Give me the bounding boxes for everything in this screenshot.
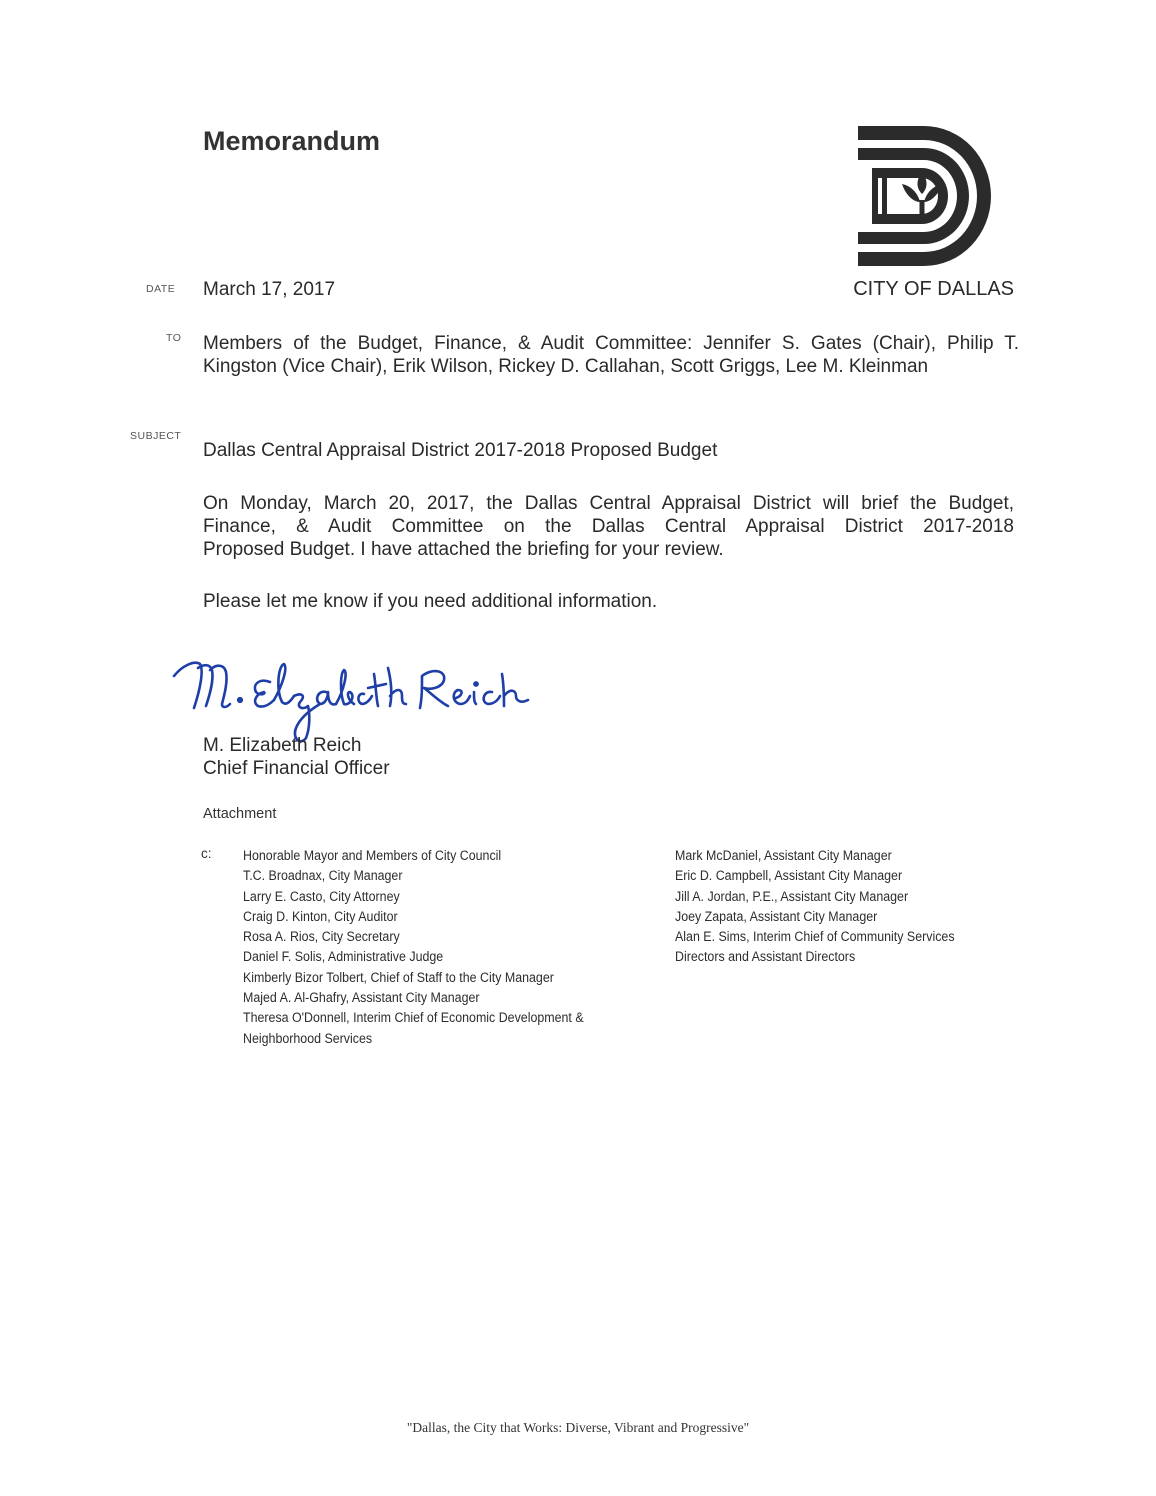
cc-recipient: Neighborhood Services <box>243 1030 373 1046</box>
memo-title: Memorandum <box>203 126 381 156</box>
cc-recipient: Daniel F. Solis, Administrative Judge <box>243 949 444 965</box>
to-recipients: Members of the Budget, Finance, & Audit Committee: Jennifer S. Gates (Chair), Philip T. Kingston (Vice Chair), Erik Wilson, Rickey D. Callahan, Scott Griggs, Lee M. Kleinman <box>203 333 1019 377</box>
footer-slogan: "Dallas, the City that Works: Diverse, Vibrant and Progressive" <box>406 1420 750 1435</box>
subject-label: SUBJECT <box>130 430 182 442</box>
cc-list-right <box>675 846 955 968</box>
cc-recipient: Alan E. Sims, Interim Chief of Community Services <box>675 929 955 945</box>
subject-value: Dallas Central Appraisal District 2017-2018 Proposed Budget <box>203 440 718 461</box>
cc-recipient: Larry E. Casto, City Attorney <box>243 888 400 904</box>
body-paragraph-1-line: Finance, & Audit Committee on the Dallas Central Appraisal District 2017-2018 <box>203 516 1014 537</box>
body-paragraph-1-line: Proposed Budget. I have attached the briefing for your review. <box>203 539 724 560</box>
cc-list-left <box>243 846 584 1049</box>
cc-recipient: Mark McDaniel, Assistant City Manager <box>675 848 892 863</box>
cc-recipient: T.C. Broadnax, City Manager <box>243 868 403 884</box>
body-paragraph-1 <box>203 492 1014 561</box>
cc-recipient: Directors and Assistant Directors <box>675 949 856 965</box>
cc-recipient: Jill A. Jordan, P.E., Assistant City Manager <box>675 888 909 904</box>
cc-label: c: <box>201 846 212 861</box>
body-paragraph-2: Please let me know if you need additional information. <box>203 591 658 612</box>
signatory-title: Chief Financial Officer <box>203 758 390 779</box>
cc-recipient: Joey Zapata, Assistant City Manager <box>675 908 878 924</box>
cc-recipient: Honorable Mayor and Members of City Council <box>243 848 502 863</box>
date-value: March 17, 2017 <box>203 279 336 300</box>
handwritten-signature <box>160 630 540 750</box>
signatory-name: M. Elizabeth Reich <box>203 735 362 756</box>
logo-caption: CITY OF DALLAS <box>853 278 1014 300</box>
body-paragraph-1-line: On Monday, March 20, 2017, the Dallas Central Appraisal District will brief the Budget, <box>203 493 1014 514</box>
cc-recipient: Eric D. Campbell, Assistant City Manager <box>675 868 903 884</box>
attachment-label: Attachment <box>203 806 277 822</box>
cc-recipient: Theresa O'Donnell, Interim Chief of Economic Development & <box>243 1010 584 1026</box>
date-label: DATE <box>146 283 176 295</box>
city-of-dallas-logo-icon <box>858 126 992 266</box>
cc-recipient: Kimberly Bizor Tolbert, Chief of Staff to the City Manager <box>243 969 554 985</box>
to-label: TO <box>166 332 182 344</box>
cc-recipient: Rosa A. Rios, City Secretary <box>243 929 400 945</box>
cc-recipient: Craig D. Kinton, City Auditor <box>243 908 398 924</box>
cc-recipient: Majed A. Al-Ghafry, Assistant City Manager <box>243 990 480 1006</box>
